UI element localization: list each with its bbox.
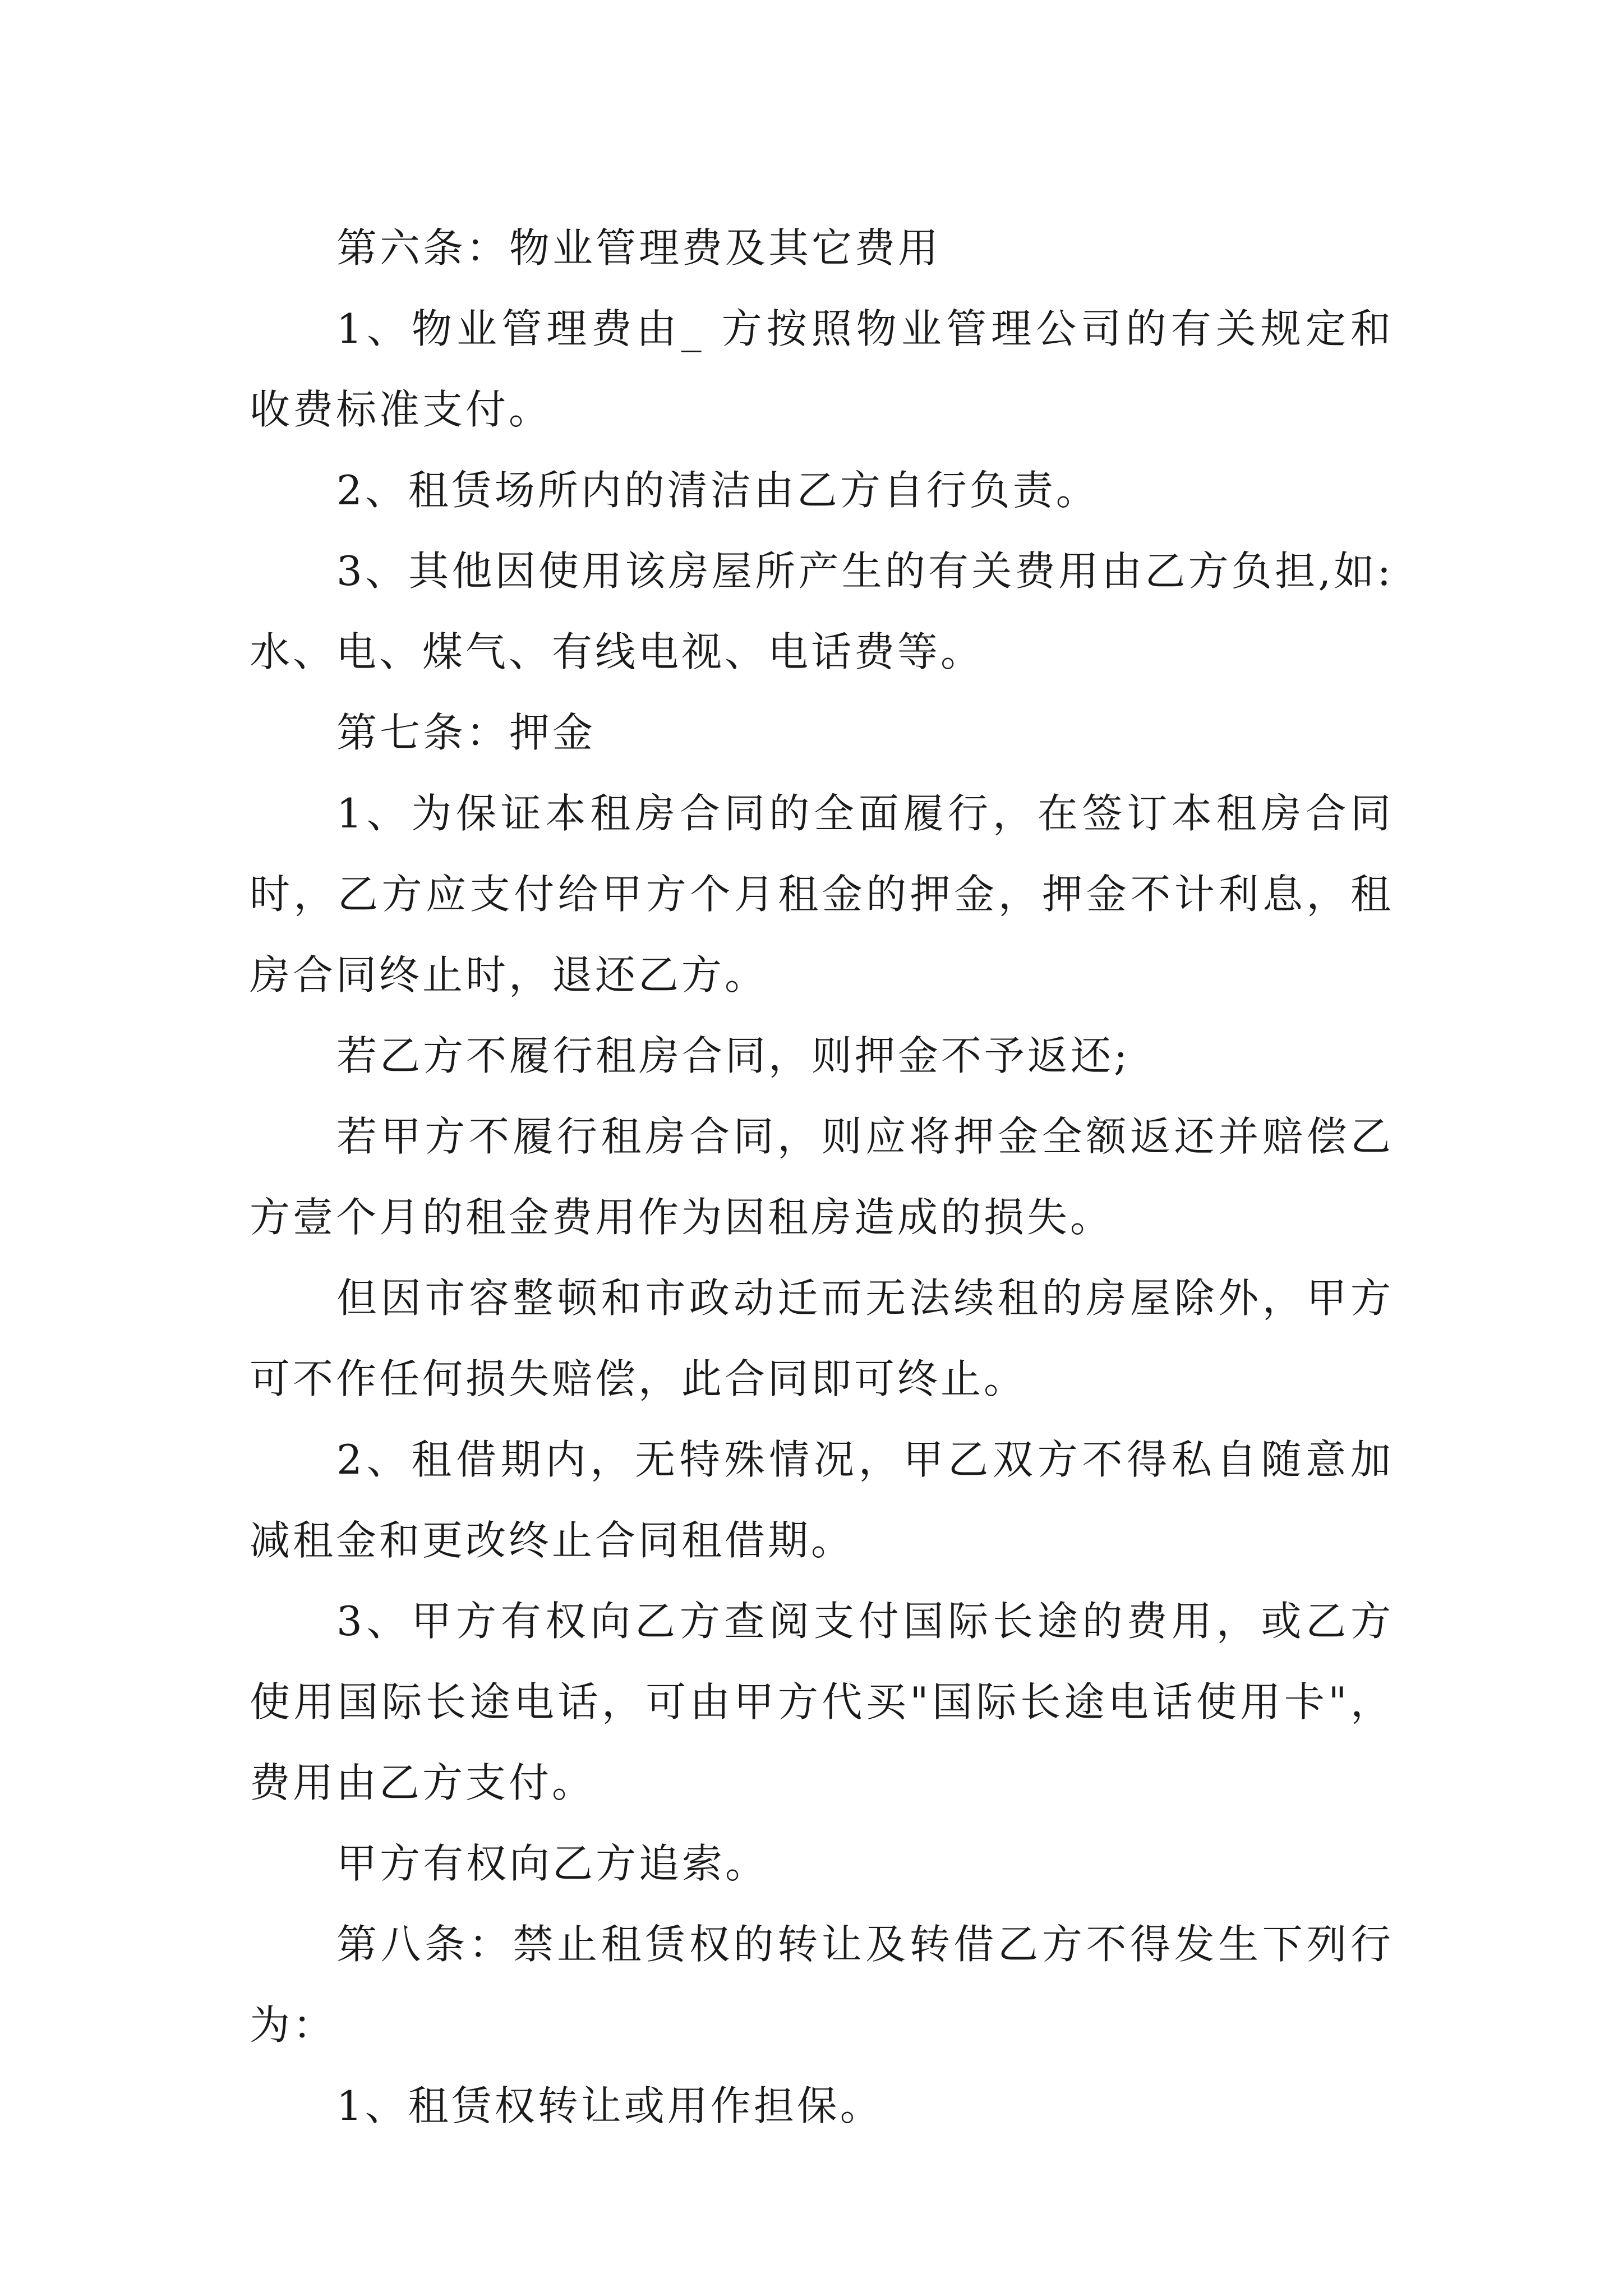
paragraph: 1、租赁权转让或用作担保。 bbox=[336, 2082, 883, 2129]
section-7-heading: 第七条：押金 bbox=[336, 709, 596, 756]
paragraph: 2、租赁场所内的清洁由乙方自行负责。 bbox=[336, 467, 1099, 514]
paragraph: 1、物业管理费由_ 方按照物业管理公司的有关规定和收费标准支付。 bbox=[250, 305, 1394, 433]
paragraph: 若甲方不履行租房合同，则应将押金全额返还并赔偿乙方壹个月的租金费用作为因租房造成的损失。 bbox=[250, 1113, 1394, 1241]
paragraph: 3、其他因使用该房屋所产生的有关费用由乙方负担,如:水、电、煤气、有线电视、电话费等。 bbox=[250, 547, 1394, 675]
paragraph: 3、甲方有权向乙方查阅支付国际长途的费用，或乙方使用国际长途电话，可由甲方代买"国际长途电话使用卡"，费用由乙方支付。 bbox=[250, 1598, 1394, 1806]
section-6-heading: 第六条：物业管理费及其它费用 bbox=[336, 224, 942, 272]
section-8-heading: 第八条：禁止租赁权的转让及转借乙方不得发生下列行为： bbox=[250, 1921, 1394, 2049]
document-body bbox=[250, 208, 1394, 2146]
paragraph: 2、租借期内，无特殊情况，甲乙双方不得私自随意加减租金和更改终止合同租借期。 bbox=[250, 1436, 1394, 1564]
paragraph: 但因市容整顿和市政动迁而无法续租的房屋除外，甲方可不作任何损失赔偿，此合同即可终止。 bbox=[250, 1274, 1394, 1402]
paragraph: 若乙方不履行租房合同，则押金不予返还; bbox=[336, 1032, 1131, 1079]
paragraph: 1、为保证本租房合同的全面履行，在签订本租房合同时，乙方应支付给甲方个月租金的押金，押金不计利息，租房合同终止时，退还乙方。 bbox=[250, 790, 1394, 999]
paragraph: 甲方有权向乙方追索。 bbox=[336, 1840, 769, 1887]
